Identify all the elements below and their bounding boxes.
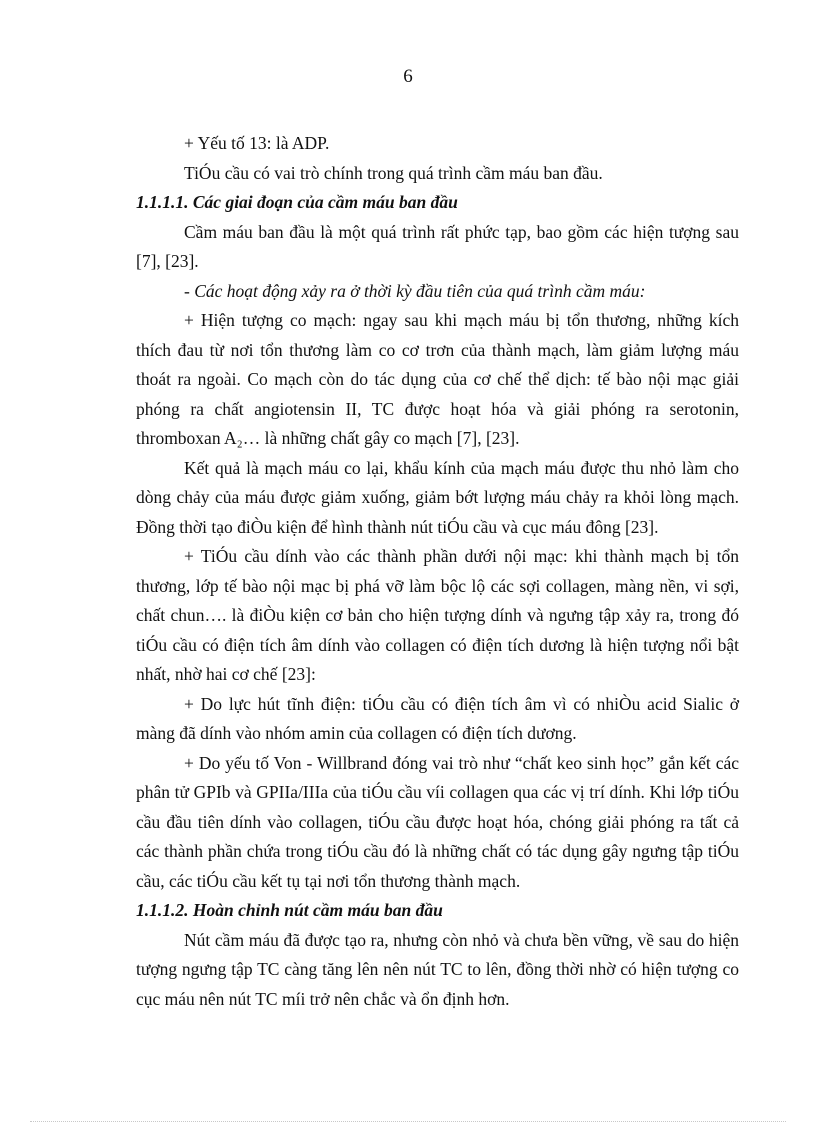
paragraph: TiÓu cầu có vai trò chính trong quá trình cầm máu ban đầu. xyxy=(184,162,603,183)
section-heading: 1.1.1.1. Các giai đoạn của cầm máu ban đầu xyxy=(136,192,458,212)
page-number: 6 xyxy=(403,66,413,87)
page-bottom-divider xyxy=(30,1121,786,1122)
paragraph: + Do yếu tố Von - Willbrand đóng vai trò như “chất keo sinh học” gắn kết các phân tử GPIb và GPIIa/IIIa của tiÓu cầu víi collagen qua các vị trí dính. Khi lớp tiÓu cầu đầu tiên dính vào collagen, tiÓu cầu được hoạt hóa, chóng giải phóng ra tất cả các thành phần chứa trong tiÓu cầu đó là những chất có tác dụng gây ngưng tập tiÓu cầu, các tiÓu cầu kết tụ tại nơi tổn thương thành mạch. xyxy=(136,752,739,891)
paragraph: + TiÓu cầu dính vào các thành phần dưới nội mạc: khi thành mạch bị tổn thương, lớp tế bào nội mạc bị phá vỡ làm bộc lộ các sợi collagen, màng nền, vi sợi, chất chun…. là điÒu kiện cơ bản cho hiện tượng dính và ngưng tập xảy ra, trong đó tiÓu cầu có điện tích âm dính vào collagen có điện tích dương là hiện tượng nổi bật nhất, nhờ hai cơ chế [23]: xyxy=(136,546,739,684)
paragraph: Cầm máu ban đầu là một quá trình rất phức tạp, bao gồm các hiện tượng sau [7], [23]. xyxy=(136,221,739,271)
paragraph: + Hiện tượng co mạch: ngay sau khi mạch máu bị tổn thương, những kích thích đau từ nơi tổn thương làm co cơ trơn của thành mạch, làm giảm lượng máu thoát ra ngoài. Co mạch còn do tác dụng của cơ chế thể dịch: tế bào nội mạc giải phóng ra chất angiotensin II, TC được hoạt hóa và giải phóng ra serotonin, thromboxan A₂… là những chất gây co mạch [7], [23]. xyxy=(136,310,739,448)
paragraph: Kết quả là mạch máu co lại, khẩu kính của mạch máu được thu nhỏ làm cho dòng chảy của máu được giảm xuống, giảm bớt lượng máu chảy ra khỏi lòng mạch. Đồng thời tạo điÒu kiện để hình thành nút tiÓu cầu và cục máu đông [23]. xyxy=(136,457,739,537)
italic-subheading: - Các hoạt động xảy ra ở thời kỳ đầu tiên của quá trình cầm máu: xyxy=(184,280,646,301)
paragraph: + Yếu tố 13: là ADP. xyxy=(184,133,330,153)
document-body xyxy=(136,129,739,1014)
section-heading: 1.1.1.2. Hoàn chỉnh nút cầm máu ban đầu xyxy=(136,900,443,920)
paragraph: Nút cầm máu đã được tạo ra, nhưng còn nhỏ và chưa bền vững, về sau do hiện tượng ngưng tập TC càng tăng lên nên nút TC to lên, đồng thời nhờ có hiện tượng co cục máu nên nút TC míi trở nên chắc và ổn định hơn. xyxy=(136,929,739,1009)
paragraph: + Do lực hút tĩnh điện: tiÓu cầu có điện tích âm vì có nhiÒu acid Sialic ở màng đã dính vào nhóm amin của collagen có điện tích dương. xyxy=(136,693,739,743)
